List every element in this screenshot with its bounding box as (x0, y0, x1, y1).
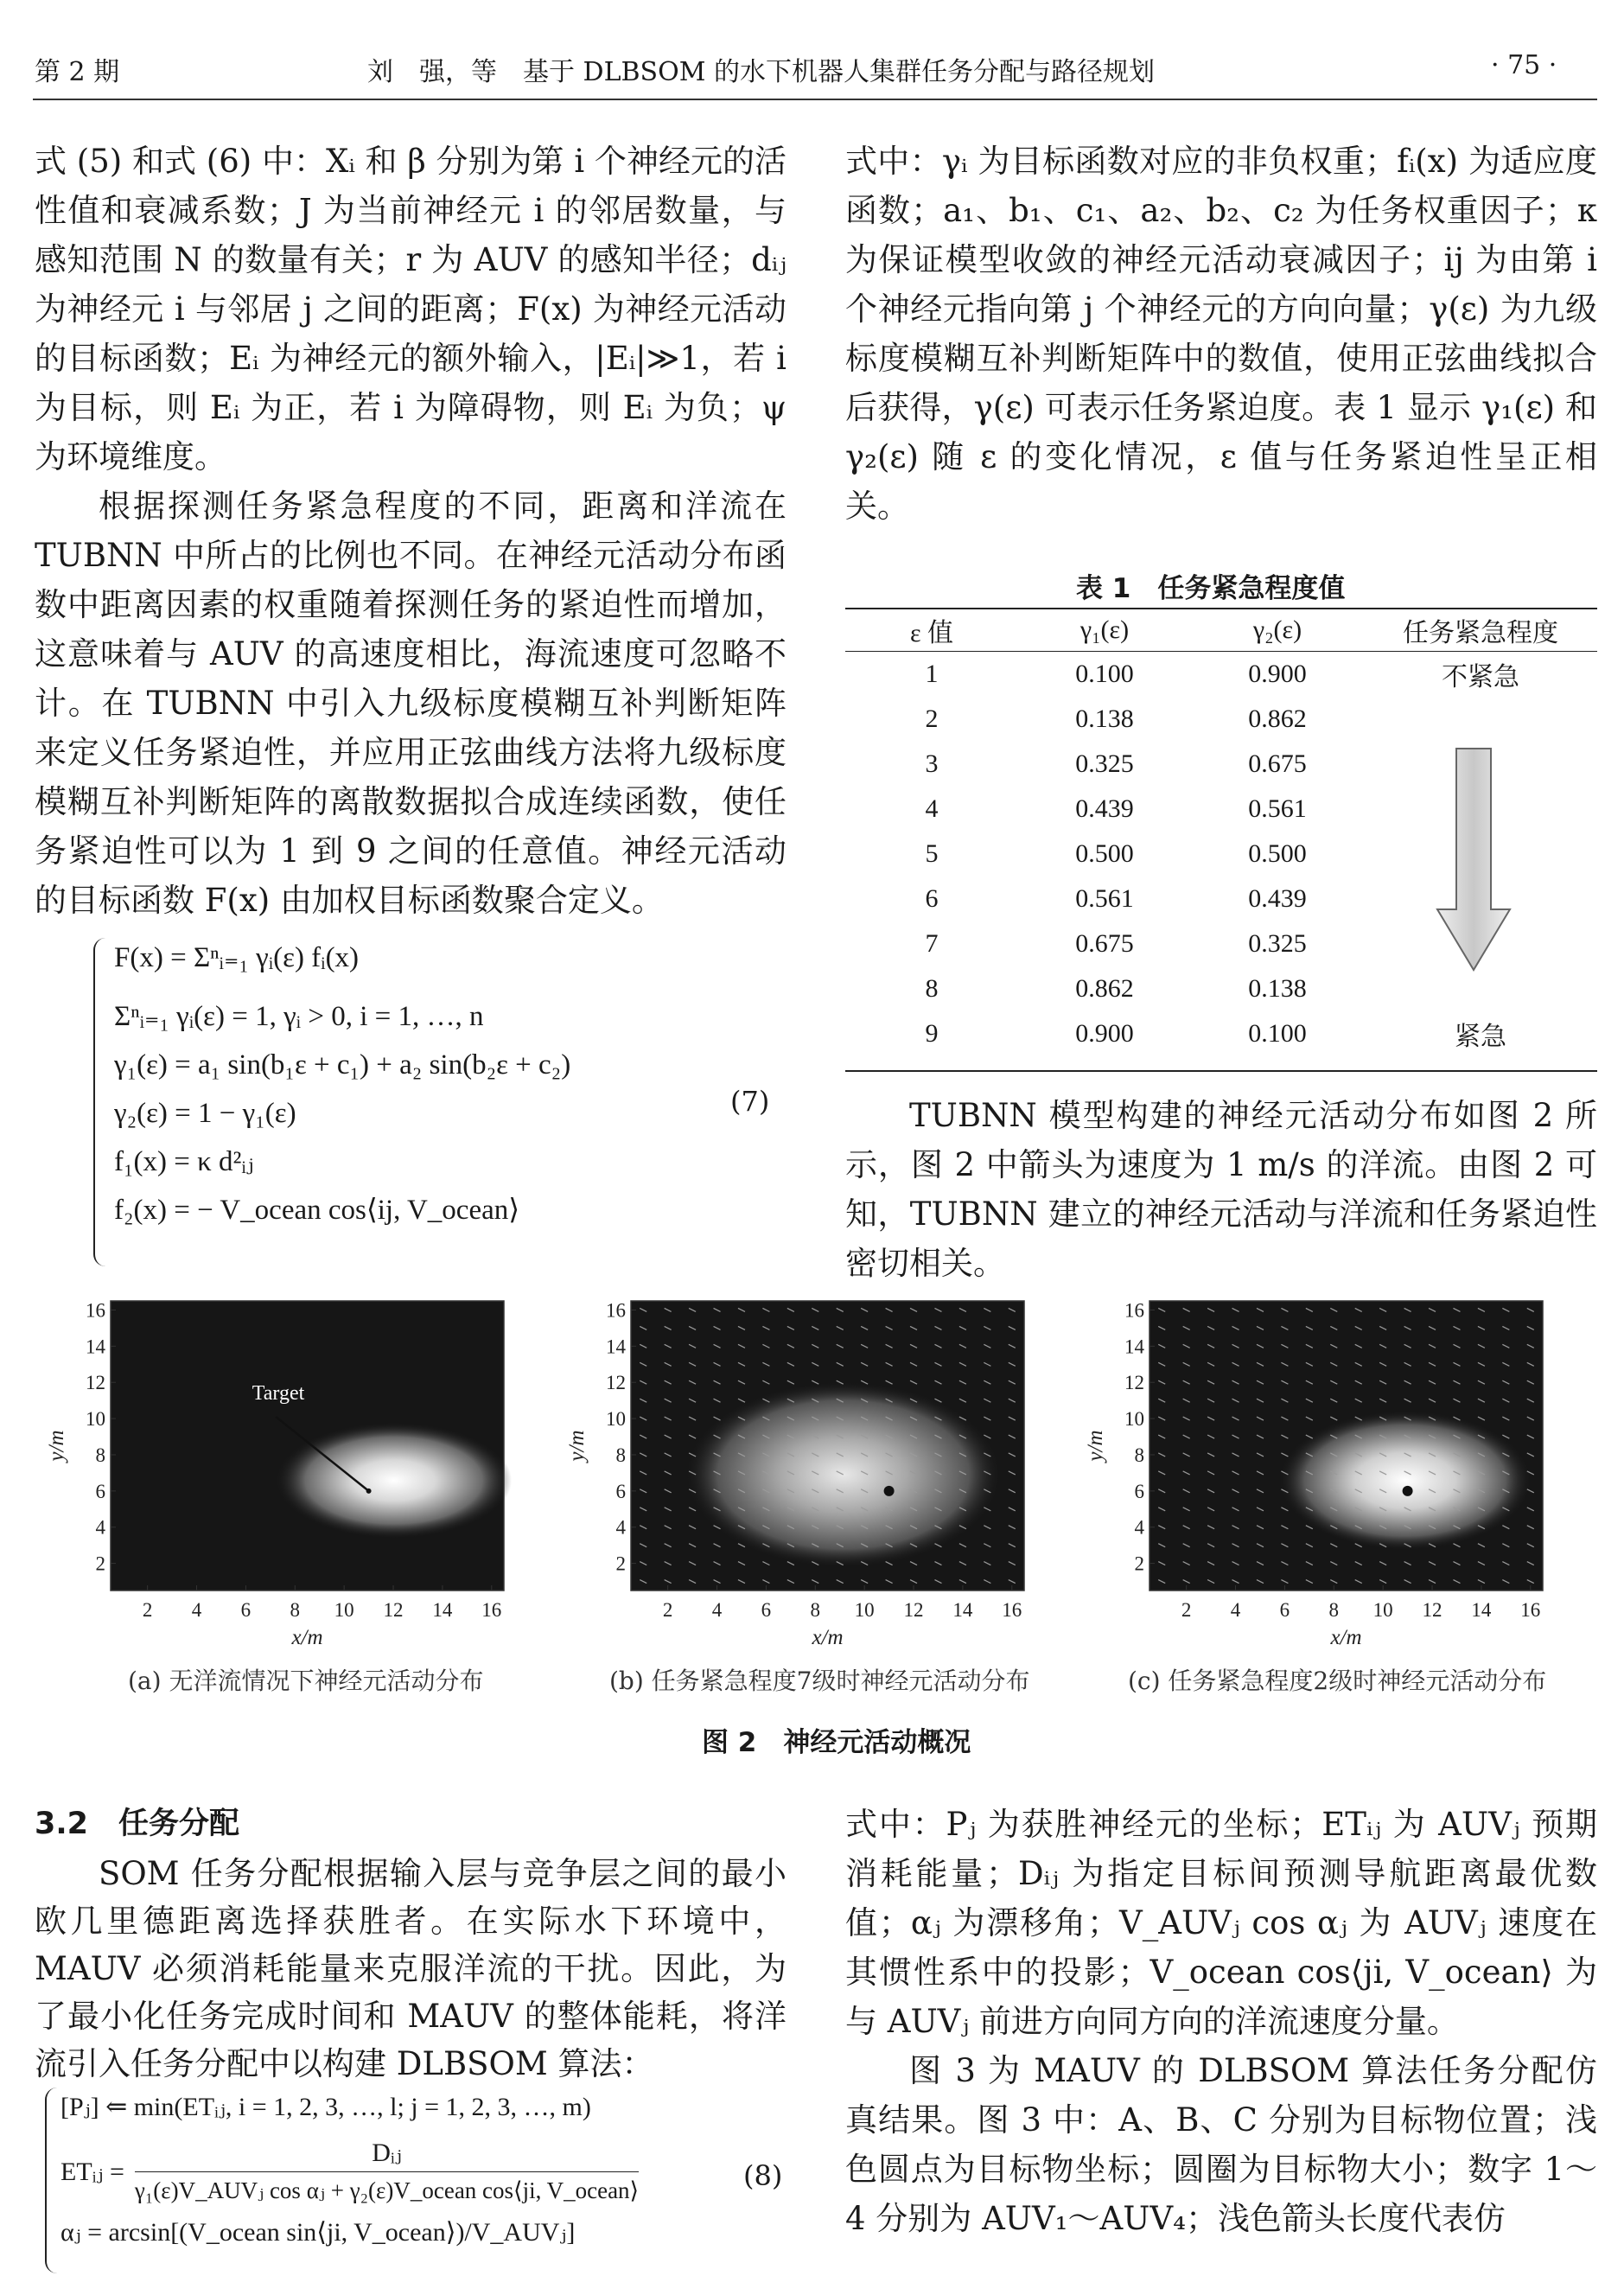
y-axis-label: y/m (45, 1430, 68, 1462)
table-cell: 0.439 (1248, 884, 1307, 913)
figure-2-panel (1084, 1299, 1543, 1649)
y-tick-label: 2 (95, 1552, 105, 1575)
urgency-cell: 紧急 (1455, 1023, 1506, 1051)
table-header-cell: γ₁(ε) (1018, 609, 1191, 652)
equation-7-line: Σⁿᵢ₌₁ γᵢ(ε) = 1, γᵢ > 0, i = 1, …, n (114, 1001, 484, 1032)
x-tick-label: 2 (1181, 1599, 1192, 1621)
y-tick-label: 6 (615, 1480, 626, 1502)
figure-2-panel (45, 1299, 512, 1649)
x-tick-label: 16 (481, 1599, 502, 1621)
table-cell: 0.100 (1248, 1019, 1307, 1048)
x-tick-label: 10 (854, 1599, 875, 1621)
table-cell: 5 (925, 839, 939, 868)
x-tick-label: 6 (240, 1599, 252, 1621)
x-tick-label: 2 (662, 1599, 673, 1621)
equation-7-line: γ₂(ε) = 1 − γ₁(ε) (114, 1098, 296, 1129)
y-tick-label: 4 (615, 1516, 626, 1539)
table-cell: 0.325 (1248, 929, 1307, 958)
table-cell: 0.675 (1075, 929, 1134, 958)
figure-2c-subcaption: (c) 任务紧急程度2级时神经元活动分布 (1128, 1667, 1547, 1695)
equation-7 (114, 934, 736, 1234)
y-tick-label: 12 (86, 1372, 105, 1394)
urgency-cell (1364, 697, 1597, 742)
target-label: Target (252, 1381, 305, 1405)
y-tick-label: 16 (606, 1299, 626, 1322)
y-tick-label: 12 (1124, 1372, 1144, 1394)
y-tick-label: 16 (1124, 1299, 1144, 1322)
equation-8-fraction (135, 2135, 639, 2209)
figure-2-panel (565, 1299, 1024, 1649)
equation-8-brace (45, 2088, 59, 2273)
section-3-2-body (35, 1850, 787, 2088)
y-tick-label: 2 (1134, 1552, 1144, 1575)
header-rule (33, 99, 1597, 100)
x-tick-label: 6 (761, 1599, 772, 1621)
right-column-lower (845, 1091, 1597, 1288)
table-bottom-rule (845, 1070, 1597, 1072)
x-tick-label: 14 (952, 1599, 973, 1621)
y-tick-label: 6 (1134, 1480, 1144, 1502)
urgency-cell: 不紧急 (1442, 663, 1519, 692)
table-cell: 0.862 (1075, 974, 1134, 1003)
equation-8-fraction-row (61, 2135, 735, 2209)
x-tick-label: 16 (1520, 1599, 1541, 1621)
neuron-activity-region (276, 1423, 512, 1539)
right-column (845, 137, 1597, 531)
left-paragraph-2: 根据探测任务紧急程度的不同，距离和洋流在 TUBNN 中所占的比例也不同。在神经元活动分布函数中距离因素的权重随着探测任务的紧迫性而增加，这意味着与 AUV 的高速度相比，海流速度可忽略不计。在 TUBNN 中引入九级标度模糊互补判断矩阵来定义任务紧迫性，并应用正弦曲线方法将九级标度模糊互补判断矩阵的离散数据拟合成连续函数，使任务紧迫性可以为 1 到 9 之间的任意值。神经元活动的目标函数 F(x) 由加权目标函数聚合定义。 (35, 488, 787, 919)
neuron-activity-region (686, 1382, 1001, 1567)
y-tick-label: 6 (95, 1480, 105, 1502)
table-cell: 6 (925, 884, 939, 913)
right-bottom-paragraph-1: 式中：Pⱼ 为获胜神经元的坐标；ETᵢⱼ 为 AUVⱼ 预期消耗能量；Dᵢⱼ 为指定目标间预测导航距离最优数值；αⱼ 为漂移角；V_AUVⱼ cos αⱼ 为 AUVⱼ 速度在其惯性系中的投影；V_ocean cos⟨ji, V_ocean⟩ 为与 AUVⱼ 前进方向同方向的洋流速度分量。 (845, 1806, 1597, 2040)
page-number: · 75 · (1491, 50, 1557, 80)
equation-8-number: (8) (743, 2159, 783, 2192)
x-axis-label: x/m (291, 1626, 323, 1649)
x-tick-label: 2 (142, 1599, 153, 1621)
figure-2b-subcaption: (b) 任务紧急程度7级时神经元活动分布 (609, 1667, 1030, 1695)
figure-2-caption: 图 2 神经元活动概况 (702, 1727, 971, 1758)
x-tick-label: 12 (903, 1599, 924, 1621)
table-cell: 0.561 (1248, 794, 1307, 823)
right-bottom-paragraph-2: 图 3 为 MAUV 的 DLBSOM 算法任务分配仿真结果。图 3 中：A、B、C 分别为目标物位置；浅色圆点为目标物坐标；圆圈为目标物大小；数字 1～4 分别为 AUV₁～AUV₄；浅色箭头长度代表仿 (845, 2052, 1597, 2237)
table-1-caption: 表 1 任务紧急程度值 (1076, 573, 1346, 604)
equation-7-line: f₂(x) = − V_ocean cos⟨ij, V_ocean⟩ (114, 1195, 520, 1226)
table-cell: 0.439 (1075, 794, 1134, 823)
equation-8-line-3: αⱼ = arcsin[(V_ocean sin⟨ji, V_ocean⟩)/V_AUVⱼ] (61, 2218, 576, 2247)
x-tick-label: 6 (1279, 1599, 1290, 1621)
equation-8 (61, 2083, 735, 2257)
y-tick-label: 8 (95, 1444, 105, 1466)
x-tick-label: 14 (1471, 1599, 1492, 1621)
equation-8-numerator: Dᵢⱼ (135, 2135, 639, 2172)
x-tick-label: 4 (711, 1599, 723, 1621)
target-point (884, 1486, 895, 1496)
table-cell: 3 (925, 749, 939, 778)
table-cell: 0.500 (1248, 839, 1307, 868)
table-row (845, 652, 1597, 698)
section-3-2-paragraph: SOM 任务分配根据输入层与竞争层之间的最小欧几里德距离选择获胜者。在实际水下环境中，MAUV 必须消耗能量来克服洋流的干扰。因此，为了最小化任务完成时间和 MAUV 的整体能耗，将洋流引入任务分配中以构建 DLBSOM 算法： (35, 1855, 787, 2082)
journal-issue: 第 2 期 (35, 57, 120, 87)
running-title: 刘 强，等 基于 DLBSOM 的水下机器人集群任务分配与路径规划 (367, 57, 1155, 87)
y-tick-label: 16 (86, 1299, 105, 1322)
right-column-bottom (845, 1800, 1597, 2243)
x-tick-label: 8 (290, 1599, 301, 1621)
table-header-cell: ε 值 (845, 609, 1018, 652)
table-cell: 0.862 (1248, 704, 1307, 733)
y-tick-label: 14 (86, 1336, 105, 1358)
y-axis-label: y/m (565, 1430, 589, 1462)
right-paragraph-2: TUBNN 模型构建的神经元活动分布如图 2 所示，图 2 中箭头为速度为 1 m/s 的洋流。由图 2 可知，TUBNN 建立的神经元活动与洋流和任务紧迫性密切相关。 (845, 1097, 1597, 1282)
figure-2 (0, 1288, 1624, 1651)
y-tick-label: 10 (1124, 1408, 1144, 1431)
table-cell: 0.138 (1248, 974, 1307, 1003)
table-cell: 8 (925, 974, 939, 1003)
neuron-activity-region (1279, 1411, 1531, 1550)
left-column (35, 137, 787, 925)
target-point (1403, 1486, 1413, 1496)
figure-2a-subcaption: (a) 无洋流情况下神经元活动分布 (128, 1667, 484, 1695)
y-tick-label: 4 (95, 1516, 105, 1539)
y-tick-label: 14 (606, 1336, 626, 1358)
x-axis-label: x/m (1330, 1626, 1362, 1649)
table-cell: 4 (925, 794, 939, 823)
y-tick-label: 8 (615, 1444, 626, 1466)
table-row (845, 1011, 1597, 1056)
equation-7-line: f₁(x) = κ d²ᵢⱼ (114, 1146, 254, 1177)
table-cell: 2 (925, 704, 939, 733)
table-row (845, 697, 1597, 742)
table-cell: 7 (925, 929, 939, 958)
table-cell: 0.675 (1248, 749, 1307, 778)
x-tick-label: 10 (1372, 1599, 1393, 1621)
table-cell: 0.561 (1075, 884, 1134, 913)
x-tick-label: 4 (191, 1599, 202, 1621)
x-tick-label: 12 (383, 1599, 404, 1621)
table-cell: 0.500 (1075, 839, 1134, 868)
x-tick-label: 8 (1328, 1599, 1340, 1621)
table-cell: 0.138 (1075, 704, 1134, 733)
table-cell: 0.900 (1075, 1019, 1134, 1048)
x-axis-label: x/m (812, 1626, 844, 1649)
x-tick-label: 14 (432, 1599, 453, 1621)
table-cell: 9 (925, 1019, 939, 1048)
x-tick-label: 10 (334, 1599, 354, 1621)
equation-7-number: (7) (730, 1085, 770, 1118)
left-paragraph-1: 式 (5) 和式 (6) 中：Xᵢ 和 β 分别为第 i 个神经元的活性值和衰减系数；J 为当前神经元 i 的邻居数量，与感知范围 N 的数量有关；r 为 AUV 的感知半径；dᵢⱼ 为神经元 i 与邻居 j 之间的距离；F(x) 为神经元活动的目标函数；Eᵢ 为神经元的额外输入，|Eᵢ|≫1，若 i 为目标，则 Eᵢ 为正，若 i 为障碍物，则 Eᵢ 为负；ψ 为环境维度。 (35, 143, 787, 475)
y-tick-label: 10 (606, 1408, 626, 1431)
x-tick-label: 8 (810, 1599, 821, 1621)
equation-7-line: F(x) = Σⁿᵢ₌₁ γᵢ(ε) fᵢ(x) (114, 942, 360, 973)
y-tick-label: 2 (615, 1552, 626, 1575)
right-paragraph-1: 式中：γᵢ 为目标函数对应的非负权重；fᵢ(x) 为适应度函数；a₁、b₁、c₁、a₂、b₂、c₂ 为任务权重因子；κ 为保证模型收敛的神经元活动衰减因子；ij 为由第 i 个神经元指向第 j 个神经元的方向向量；γ(ε) 为九级标度模糊互补判断矩阵中的数值，使用正弦曲线拟合后获得，γ(ε) 可表示任务紧迫度。表 1 显示 γ₁(ε) 和 γ₂(ε) 随 ε 的变化情况，ε 值与任务紧迫性呈正相关。 (845, 143, 1597, 525)
table-cell: 1 (925, 660, 939, 688)
table-header-cell: γ₂(ε) (1191, 609, 1364, 652)
y-tick-label: 8 (1134, 1444, 1144, 1466)
y-tick-label: 10 (86, 1408, 105, 1431)
x-tick-label: 16 (1002, 1599, 1022, 1621)
x-tick-label: 4 (1230, 1599, 1241, 1621)
section-3-2-title: 3.2 任务分配 (35, 1807, 240, 1841)
equation-8-lhs: ETᵢⱼ = (61, 2157, 124, 2186)
table-cell: 0.900 (1248, 660, 1307, 688)
target-point (366, 1489, 372, 1494)
equation-8-denominator: γ₁(ε)V_AUVⱼ cos αⱼ + γ₂(ε)V_ocean cos⟨ji, V_ocean⟩ (134, 2177, 640, 2203)
equation-7-line: γ₁(ε) = a₁ sin(b₁ε + c₁) + a₂ sin(b₂ε + c₂) (114, 1049, 571, 1081)
y-tick-label: 12 (606, 1372, 626, 1394)
table-cell: 0.325 (1075, 749, 1134, 778)
table-header-cell: 任务紧急程度 (1364, 609, 1597, 652)
urgency-down-arrow (1430, 745, 1517, 979)
y-tick-label: 4 (1134, 1516, 1144, 1539)
y-tick-label: 14 (1124, 1336, 1144, 1358)
table-cell: 0.100 (1075, 660, 1134, 688)
equation-8-line-1: [Pⱼ] ⇐ min(ETᵢⱼ, i = 1, 2, 3, …, l; j = 1, 2, 3, …, m) (61, 2093, 591, 2121)
x-tick-label: 12 (1422, 1599, 1442, 1621)
y-axis-label: y/m (1084, 1430, 1107, 1462)
equation-7-brace (93, 938, 107, 1266)
